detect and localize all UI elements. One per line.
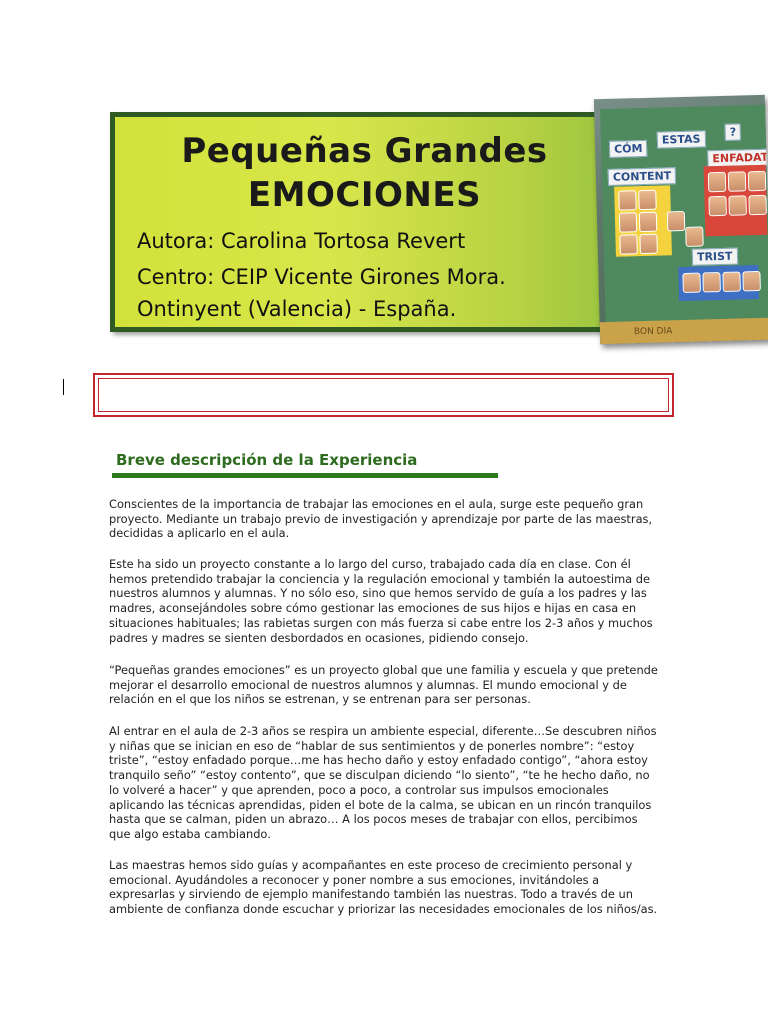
banner-title-line1: Pequeñas Grandes [181,131,548,171]
board-label-com: CÓM [609,140,648,158]
banner-author: Autora: Carolina Tortosa Revert [137,229,466,253]
board-label-trist: TRIST [692,248,738,266]
board-label-enfadat: ENFADAT [707,149,768,168]
paragraph-5: Las maestras hemos sido guías y acompañantes en este proceso de crecimiento personal y emocional. Ayudándoles a reconocer y poner nombre a sus emociones, invitándoles a expresarlas y sirviendo de ejemplo manifestando también las nuestras. Todo a través de un ambiente de confianza donde escuchar y priorizar las necesidades emocionales de los niños/as. [109,858,658,917]
section-heading-underline [112,473,498,478]
child-photo [682,273,701,293]
child-photo [685,226,704,246]
child-photo [667,211,686,231]
child-photo [708,172,727,192]
banner-title-line2: EMOCIONES [247,175,482,215]
child-photo [722,272,741,292]
child-photo [748,171,767,191]
child-photo [619,234,638,254]
board-label-estas: ESTAS [657,130,706,148]
child-photo [639,234,658,254]
framed-box-inner-border [98,378,669,412]
text-cursor [63,379,64,395]
child-photo [728,171,747,191]
paragraph-2: Este ha sido un proyecto constante a lo largo del curso, trabajado cada día en clase. Con él hemos pretendido trabajar la conciencia y la regulación emocional y también la autoestima de nuestros alumnos y alumnas. Y no sólo eso, sino que hemos servido de guía a los padres y las madres, aconsejándoles sobre cómo gestionar las emociones de sus hijos e hijas en casa en situaciones habituales; las rabietas surgen con más fuerza si cabe entre los 2-3 años y muchos padres y madres se sienten desbordados en ocasiones, pidiendo consejo. [109,557,653,645]
paragraph-4: Al entrar en el aula de 2-3 años se respira un ambiente especial, diferente…Se descubren niños y niñas que se inician en eso de “hablar de sus sentimientos y de ponerles nombre”: “estoy triste”, “estoy enfadado porque…me has hecho daño y estoy enfadado contigo”, “ahora estoy tranquilo seño” “estoy contento”, que se disculpan diciendo “lo siento”, “te he hecho daño, no lo volveré a hacer” y que aprenden, poco a poco, a controlar sus impulsos emocionales aplicando las técnicas aprendidas, piden el bote de la calma, se ubican en un rincón tranquilos hasta que se calman, piden un abrazo… A los pocos meses de trabajar con ellos, percibimos que algo estaba cambiando. [109,724,657,841]
board-label-content: CONTENT [608,167,677,186]
child-photo [639,212,658,232]
child-photo [702,272,721,292]
board-label-question: ? [725,123,742,140]
child-photo [619,212,638,232]
paragraph-3: “Pequeñas grandes emociones” es un proyecto global que une familia y escuela y que pretende mejorar el desarrollo emocional de nuestros alumnos y alumnas. El mundo emocional y de relación en el que los niños se estrenan, y se entrenan para ser personas. [109,663,658,707]
banner-center-line2: Ontinyent (Valencia) - España. [137,297,457,321]
paragraph-1: Conscientes de la importancia de trabajar las emociones en el aula, surge este pequeño gran proyecto. Mediante un trabajo previo de investigación y aprendizaje por parte de las maestras, decididas a aplicarlo en el aula. [109,497,653,541]
empty-framed-box[interactable] [93,373,674,417]
section-heading: Breve descripción de la Experiencia [116,451,418,469]
child-photo [742,271,761,291]
child-photo [748,195,767,215]
child-photo [638,190,657,210]
child-photo [708,196,727,216]
title-banner [110,112,655,332]
child-photo [618,190,637,210]
board-bottom-strip: BON DIA [600,318,768,344]
classroom-emotions-photo [594,95,768,344]
banner-center-line1: Centro: CEIP Vicente Girones Mora. [137,265,506,289]
child-photo [728,195,747,215]
